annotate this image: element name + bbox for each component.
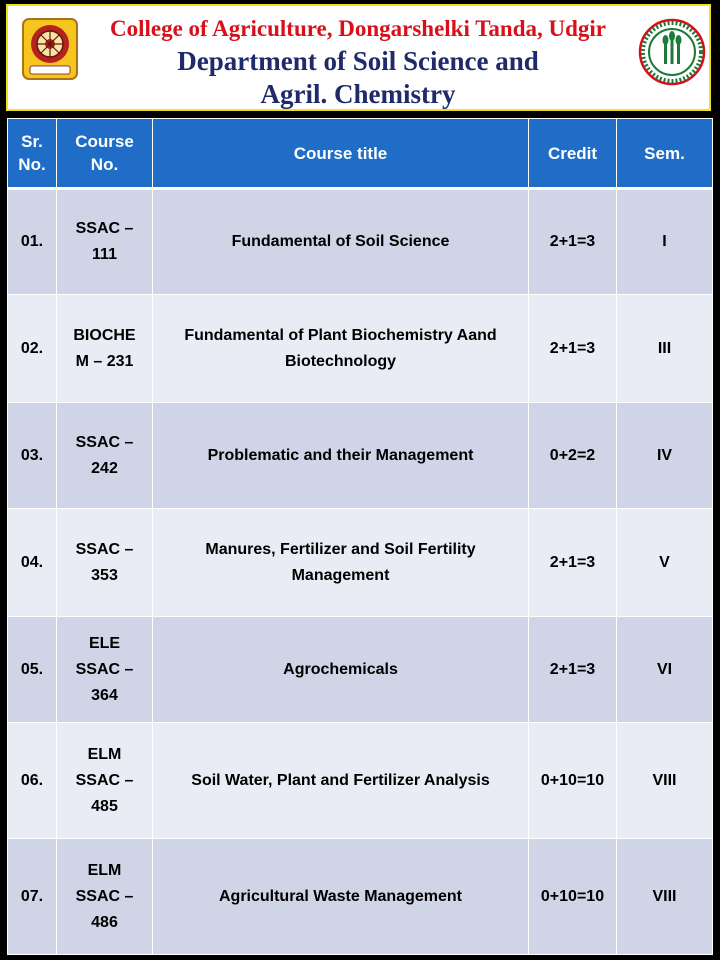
- course-title-cell-line: Biotechnology: [284, 352, 397, 370]
- course-no-cell-line: 353: [91, 566, 118, 584]
- course-title-cell: [153, 509, 529, 617]
- course-title-cell: [153, 617, 529, 723]
- course-title-cell: [153, 723, 529, 839]
- course-no-cell-line: SSAC –: [75, 540, 134, 558]
- course-title-cell-line: Soil Water, Plant and Fertilizer Analysis: [191, 771, 490, 789]
- credit-cell: 0+10=10: [529, 723, 617, 839]
- semester-cell: III: [617, 295, 713, 403]
- course-no-cell-line: SSAC –: [75, 771, 134, 789]
- sr-no-cell: 01.: [8, 189, 57, 295]
- department-name-line2: Agril. Chemistry: [260, 79, 456, 109]
- course-title-cell-line: Agricultural Waste Management: [218, 887, 462, 905]
- sr-no-cell: 02.: [8, 295, 57, 403]
- course-no-cell: [57, 509, 153, 617]
- table-row: [8, 617, 713, 723]
- course-no-cell: [57, 723, 153, 839]
- course-no-cell: [57, 295, 153, 403]
- course-no-cell-line: ELE: [88, 634, 121, 652]
- course-title-cell-line: Manures, Fertilizer and Soil Fertility: [205, 540, 476, 558]
- table-row: [8, 723, 713, 839]
- header-credit: Credit: [529, 119, 617, 189]
- table-header-row: [8, 119, 713, 189]
- college-name: College of Agriculture, Dongarshelki Tanda, Udgir: [109, 16, 607, 41]
- credit-cell: 2+1=3: [529, 295, 617, 403]
- semester-cell: VIII: [617, 723, 713, 839]
- course-table: [7, 118, 713, 955]
- course-no-cell-line: 486: [91, 913, 118, 931]
- university-emblem-icon: [22, 18, 78, 80]
- course-table-body: [8, 189, 713, 955]
- page-header: [6, 4, 711, 111]
- semester-cell: V: [617, 509, 713, 617]
- course-no-cell-line: M – 231: [75, 352, 134, 370]
- header-course-no: Course No.: [57, 119, 153, 189]
- course-title-cell-line: Fundamental of Plant Biochemistry Aand: [184, 326, 497, 344]
- course-no-cell: [57, 617, 153, 723]
- course-no-cell-line: SSAC –: [75, 220, 134, 237]
- header-sr-no: Sr. No.: [8, 119, 57, 189]
- course-no-cell-line: 242: [91, 459, 118, 477]
- course-no-cell: [57, 839, 153, 955]
- course-title-cell-line: Management: [291, 566, 390, 584]
- semester-cell: VI: [617, 617, 713, 723]
- credit-cell: 2+1=3: [529, 189, 617, 295]
- table-row: [8, 295, 713, 403]
- department-name-line1: Department of Soil Science and: [177, 46, 539, 76]
- sr-no-cell: 03.: [8, 403, 57, 509]
- table-row: [8, 403, 713, 509]
- course-no-cell-line: 111: [92, 246, 117, 263]
- header-course-title: Course title: [153, 119, 529, 189]
- course-title-cell: [153, 839, 529, 955]
- semester-cell: IV: [617, 403, 713, 509]
- college-seal-icon: [638, 18, 706, 86]
- course-no-cell-line: ELM: [87, 745, 122, 763]
- sr-no-cell: 07.: [8, 839, 57, 955]
- credit-cell: 0+10=10: [529, 839, 617, 955]
- table-row: [8, 509, 713, 617]
- course-no-cell: [57, 403, 153, 509]
- header-semester: Sem.: [617, 119, 713, 189]
- credit-cell: 2+1=3: [529, 617, 617, 723]
- sr-no-cell: 05.: [8, 617, 57, 723]
- course-title-cell-line: Fundamental of Soil Science: [231, 233, 450, 250]
- table-row: [8, 189, 713, 295]
- course-title-cell: [153, 295, 529, 403]
- credit-cell: 2+1=3: [529, 509, 617, 617]
- table-row: [8, 839, 713, 955]
- course-no-cell-line: SSAC –: [75, 887, 134, 905]
- sr-no-cell: 04.: [8, 509, 57, 617]
- course-title-cell-line: Agrochemicals: [283, 660, 398, 678]
- course-no-cell-line: ELM: [87, 861, 122, 879]
- credit-cell: 0+2=2: [529, 403, 617, 509]
- course-no-cell-line: BIOCHE: [73, 326, 136, 344]
- course-no-cell-line: 364: [91, 686, 118, 704]
- semester-cell: I: [617, 189, 713, 295]
- course-title-cell: [153, 189, 529, 295]
- course-no-cell-line: SSAC –: [75, 660, 134, 678]
- semester-cell: VIII: [617, 839, 713, 955]
- sr-no-cell: 06.: [8, 723, 57, 839]
- course-title-cell-line: Problematic and their Management: [207, 446, 474, 464]
- course-title-cell: [153, 403, 529, 509]
- course-no-cell: [57, 189, 153, 295]
- course-no-cell-line: 485: [91, 797, 118, 815]
- course-no-cell-line: SSAC –: [75, 433, 134, 451]
